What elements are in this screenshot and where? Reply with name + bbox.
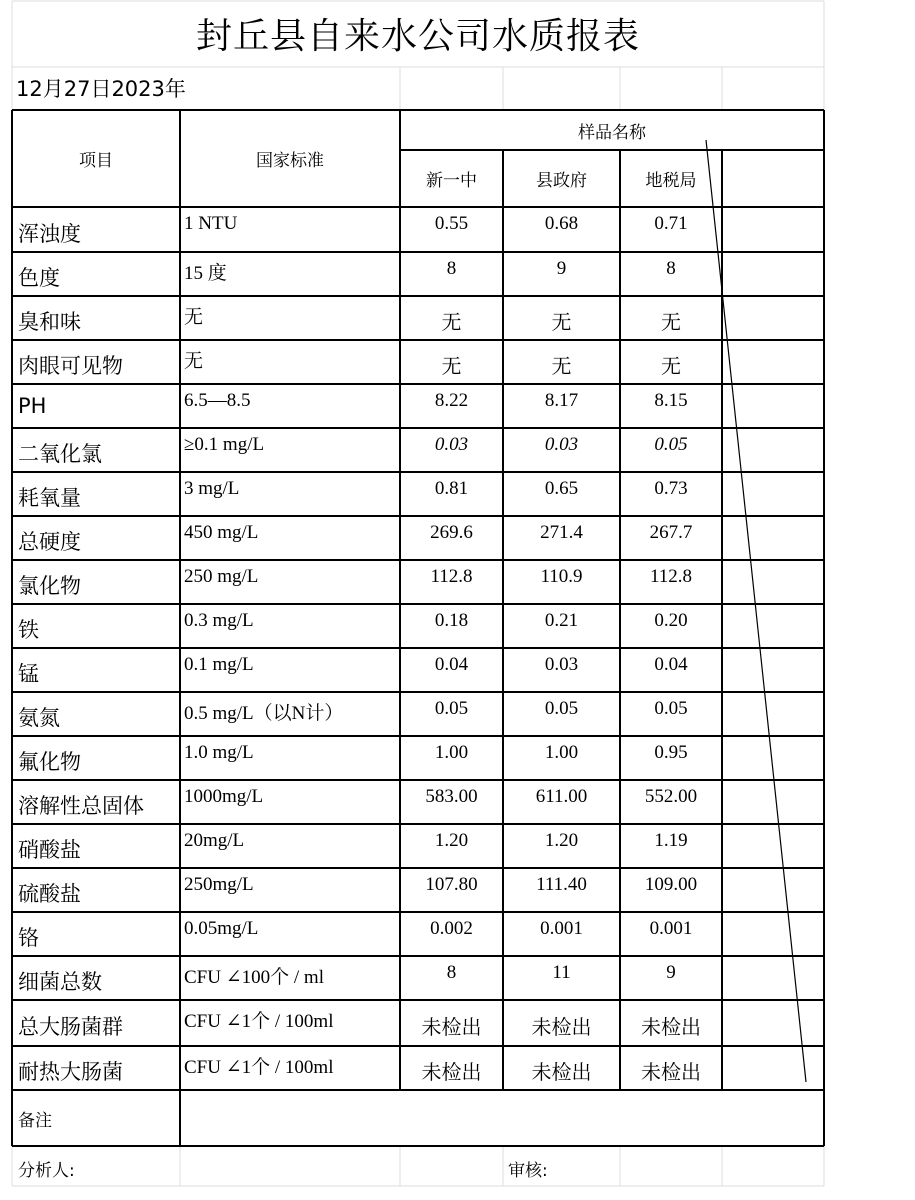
row-value-sample-2: 11 — [552, 962, 571, 983]
row-standard: 6.5—8.5 — [184, 390, 251, 411]
row-value-sample-3: 0.001 — [649, 918, 693, 939]
row-value-sample-1: 8 — [446, 258, 457, 279]
row-value-sample-2: 9 — [556, 258, 567, 279]
row-value-sample-2: 0.03 — [544, 434, 579, 455]
row-item-label: 总硬度 — [18, 530, 81, 554]
row-value-sample-1: 未检出 — [421, 1060, 482, 1084]
row-standard: 无 — [184, 307, 204, 328]
report-title: 封丘县自来水公司水质报表 — [195, 15, 640, 57]
row-item-label: 锰 — [18, 662, 39, 686]
row-value-sample-1: 0.81 — [434, 478, 469, 499]
header-standard: 国家标准 — [256, 151, 324, 171]
row-standard: 1 NTU — [184, 213, 238, 234]
row-item-label: 细菌总数 — [18, 970, 102, 994]
row-value-sample-3: 1.19 — [654, 830, 688, 851]
row-value-sample-1: 1.20 — [434, 830, 469, 851]
row-standard: 1000mg/L — [184, 786, 264, 807]
row-value-sample-3: 无 — [661, 310, 681, 334]
row-item-label: 溶解性总固体 — [18, 794, 144, 818]
row-value-sample-3: 0.20 — [654, 610, 688, 631]
row-value-sample-3: 109.00 — [644, 874, 698, 895]
row-item-label: 氟化物 — [18, 750, 81, 774]
row-value-sample-3: 0.95 — [654, 742, 688, 763]
row-standard: CFU ∠100个 / ml — [184, 967, 324, 988]
row-standard: 15 度 — [184, 263, 227, 284]
row-standard: 无 — [184, 351, 204, 372]
header-item: 项目 — [79, 151, 113, 171]
header-sample-group: 样品名称 — [578, 122, 646, 143]
header-sample-3: 地税局 — [645, 171, 697, 191]
row-value-sample-1: 0.03 — [434, 434, 469, 455]
row-value-sample-1: 0.002 — [430, 918, 473, 939]
analyst-label: 分析人: — [18, 1161, 75, 1181]
row-value-sample-2: 无 — [551, 354, 572, 378]
row-value-sample-3: 267.7 — [649, 522, 693, 543]
row-item-label: 硝酸盐 — [18, 838, 81, 862]
row-item-label: 总大肠菌群 — [18, 1015, 123, 1039]
row-standard: 0.1 mg/L — [184, 654, 254, 675]
row-value-sample-1: 583.00 — [425, 786, 478, 807]
row-value-sample-1: 0.18 — [434, 610, 469, 631]
row-value-sample-2: 110.9 — [540, 566, 583, 587]
header-sample-2: 县政府 — [536, 171, 587, 191]
row-value-sample-2: 0.65 — [544, 478, 579, 499]
row-value-sample-3: 0.04 — [654, 654, 688, 675]
row-standard: 0.5 mg/L（以N计） — [184, 703, 344, 724]
row-value-sample-1: 112.8 — [430, 566, 473, 587]
row-value-sample-2: 1.00 — [544, 742, 579, 763]
row-item-label: 臭和味 — [18, 310, 81, 334]
row-value-sample-1: 0.05 — [434, 698, 469, 719]
row-item-label: 浑浊度 — [18, 221, 81, 246]
row-value-sample-3: 0.05 — [654, 698, 688, 719]
row-value-sample-3: 552.00 — [644, 786, 698, 807]
row-standard: CFU ∠1个 / 100ml — [184, 1057, 334, 1078]
row-value-sample-1: 无 — [441, 310, 462, 334]
row-value-sample-2: 1.20 — [544, 830, 579, 851]
row-value-sample-3: 0.73 — [654, 478, 688, 499]
row-value-sample-3: 未检出 — [641, 1015, 701, 1039]
row-value-sample-2: 0.68 — [544, 213, 579, 234]
row-value-sample-1: 0.04 — [434, 654, 469, 675]
remarks-label: 备注 — [18, 1111, 52, 1131]
row-value-sample-1: 269.6 — [430, 522, 473, 543]
row-item-label: 色度 — [18, 266, 60, 290]
row-value-sample-2: 271.4 — [540, 522, 583, 543]
row-standard: ≥0.1 mg/L — [184, 434, 265, 455]
row-item-label: 二氧化氯 — [18, 442, 102, 466]
row-standard: CFU ∠1个 / 100ml — [184, 1011, 334, 1032]
row-standard: 450 mg/L — [184, 522, 259, 543]
row-standard: 0.3 mg/L — [184, 610, 254, 631]
row-value-sample-2: 未检出 — [531, 1060, 592, 1084]
row-value-sample-2: 611.00 — [535, 786, 588, 807]
row-value-sample-2: 0.03 — [544, 654, 579, 675]
row-value-sample-3: 无 — [661, 354, 681, 378]
row-value-sample-2: 未检出 — [531, 1015, 592, 1039]
row-value-sample-2: 0.001 — [540, 918, 583, 939]
row-value-sample-2: 8.17 — [544, 390, 579, 411]
row-value-sample-1: 0.55 — [434, 213, 469, 234]
row-standard: 1.0 mg/L — [184, 742, 254, 763]
row-value-sample-1: 107.80 — [425, 874, 478, 895]
row-value-sample-3: 8 — [666, 258, 676, 279]
row-item-label: 肉眼可见物 — [18, 354, 123, 378]
row-value-sample-3: 未检出 — [641, 1060, 701, 1084]
row-value-sample-1: 8.22 — [434, 390, 469, 411]
row-value-sample-3: 112.8 — [649, 566, 693, 587]
row-value-sample-1: 8 — [446, 962, 457, 983]
row-value-sample-2: 111.40 — [536, 874, 587, 895]
row-value-sample-3: 9 — [666, 962, 676, 983]
row-standard: 0.05mg/L — [184, 918, 259, 939]
row-item-label: 氨氮 — [18, 706, 60, 730]
row-value-sample-3: 0.71 — [654, 213, 688, 234]
row-value-sample-1: 无 — [441, 354, 462, 378]
row-item-label: 铁 — [18, 618, 39, 642]
row-standard: 3 mg/L — [184, 478, 240, 499]
row-item-label: 铬 — [18, 926, 39, 950]
row-item-label: 硫酸盐 — [18, 882, 81, 906]
row-item-label: PH — [18, 394, 47, 418]
row-value-sample-1: 1.00 — [434, 742, 469, 763]
row-value-sample-2: 无 — [551, 310, 572, 334]
row-value-sample-3: 8.15 — [654, 390, 688, 411]
reviewer-label: 审核: — [508, 1161, 548, 1181]
row-standard: 250 mg/L — [184, 566, 259, 587]
row-value-sample-1: 未检出 — [421, 1015, 482, 1039]
row-value-sample-2: 0.05 — [544, 698, 579, 719]
row-item-label: 耗氧量 — [18, 486, 81, 510]
header-sample-1: 新一中 — [426, 171, 477, 191]
row-item-label: 氯化物 — [18, 574, 81, 598]
row-value-sample-2: 0.21 — [544, 610, 579, 631]
report-date: 12月27日2023年 — [16, 77, 186, 101]
row-standard: 250mg/L — [184, 874, 254, 895]
row-standard: 20mg/L — [184, 830, 245, 851]
row-item-label: 耐热大肠菌 — [18, 1060, 123, 1084]
row-value-sample-3: 0.05 — [654, 434, 688, 455]
